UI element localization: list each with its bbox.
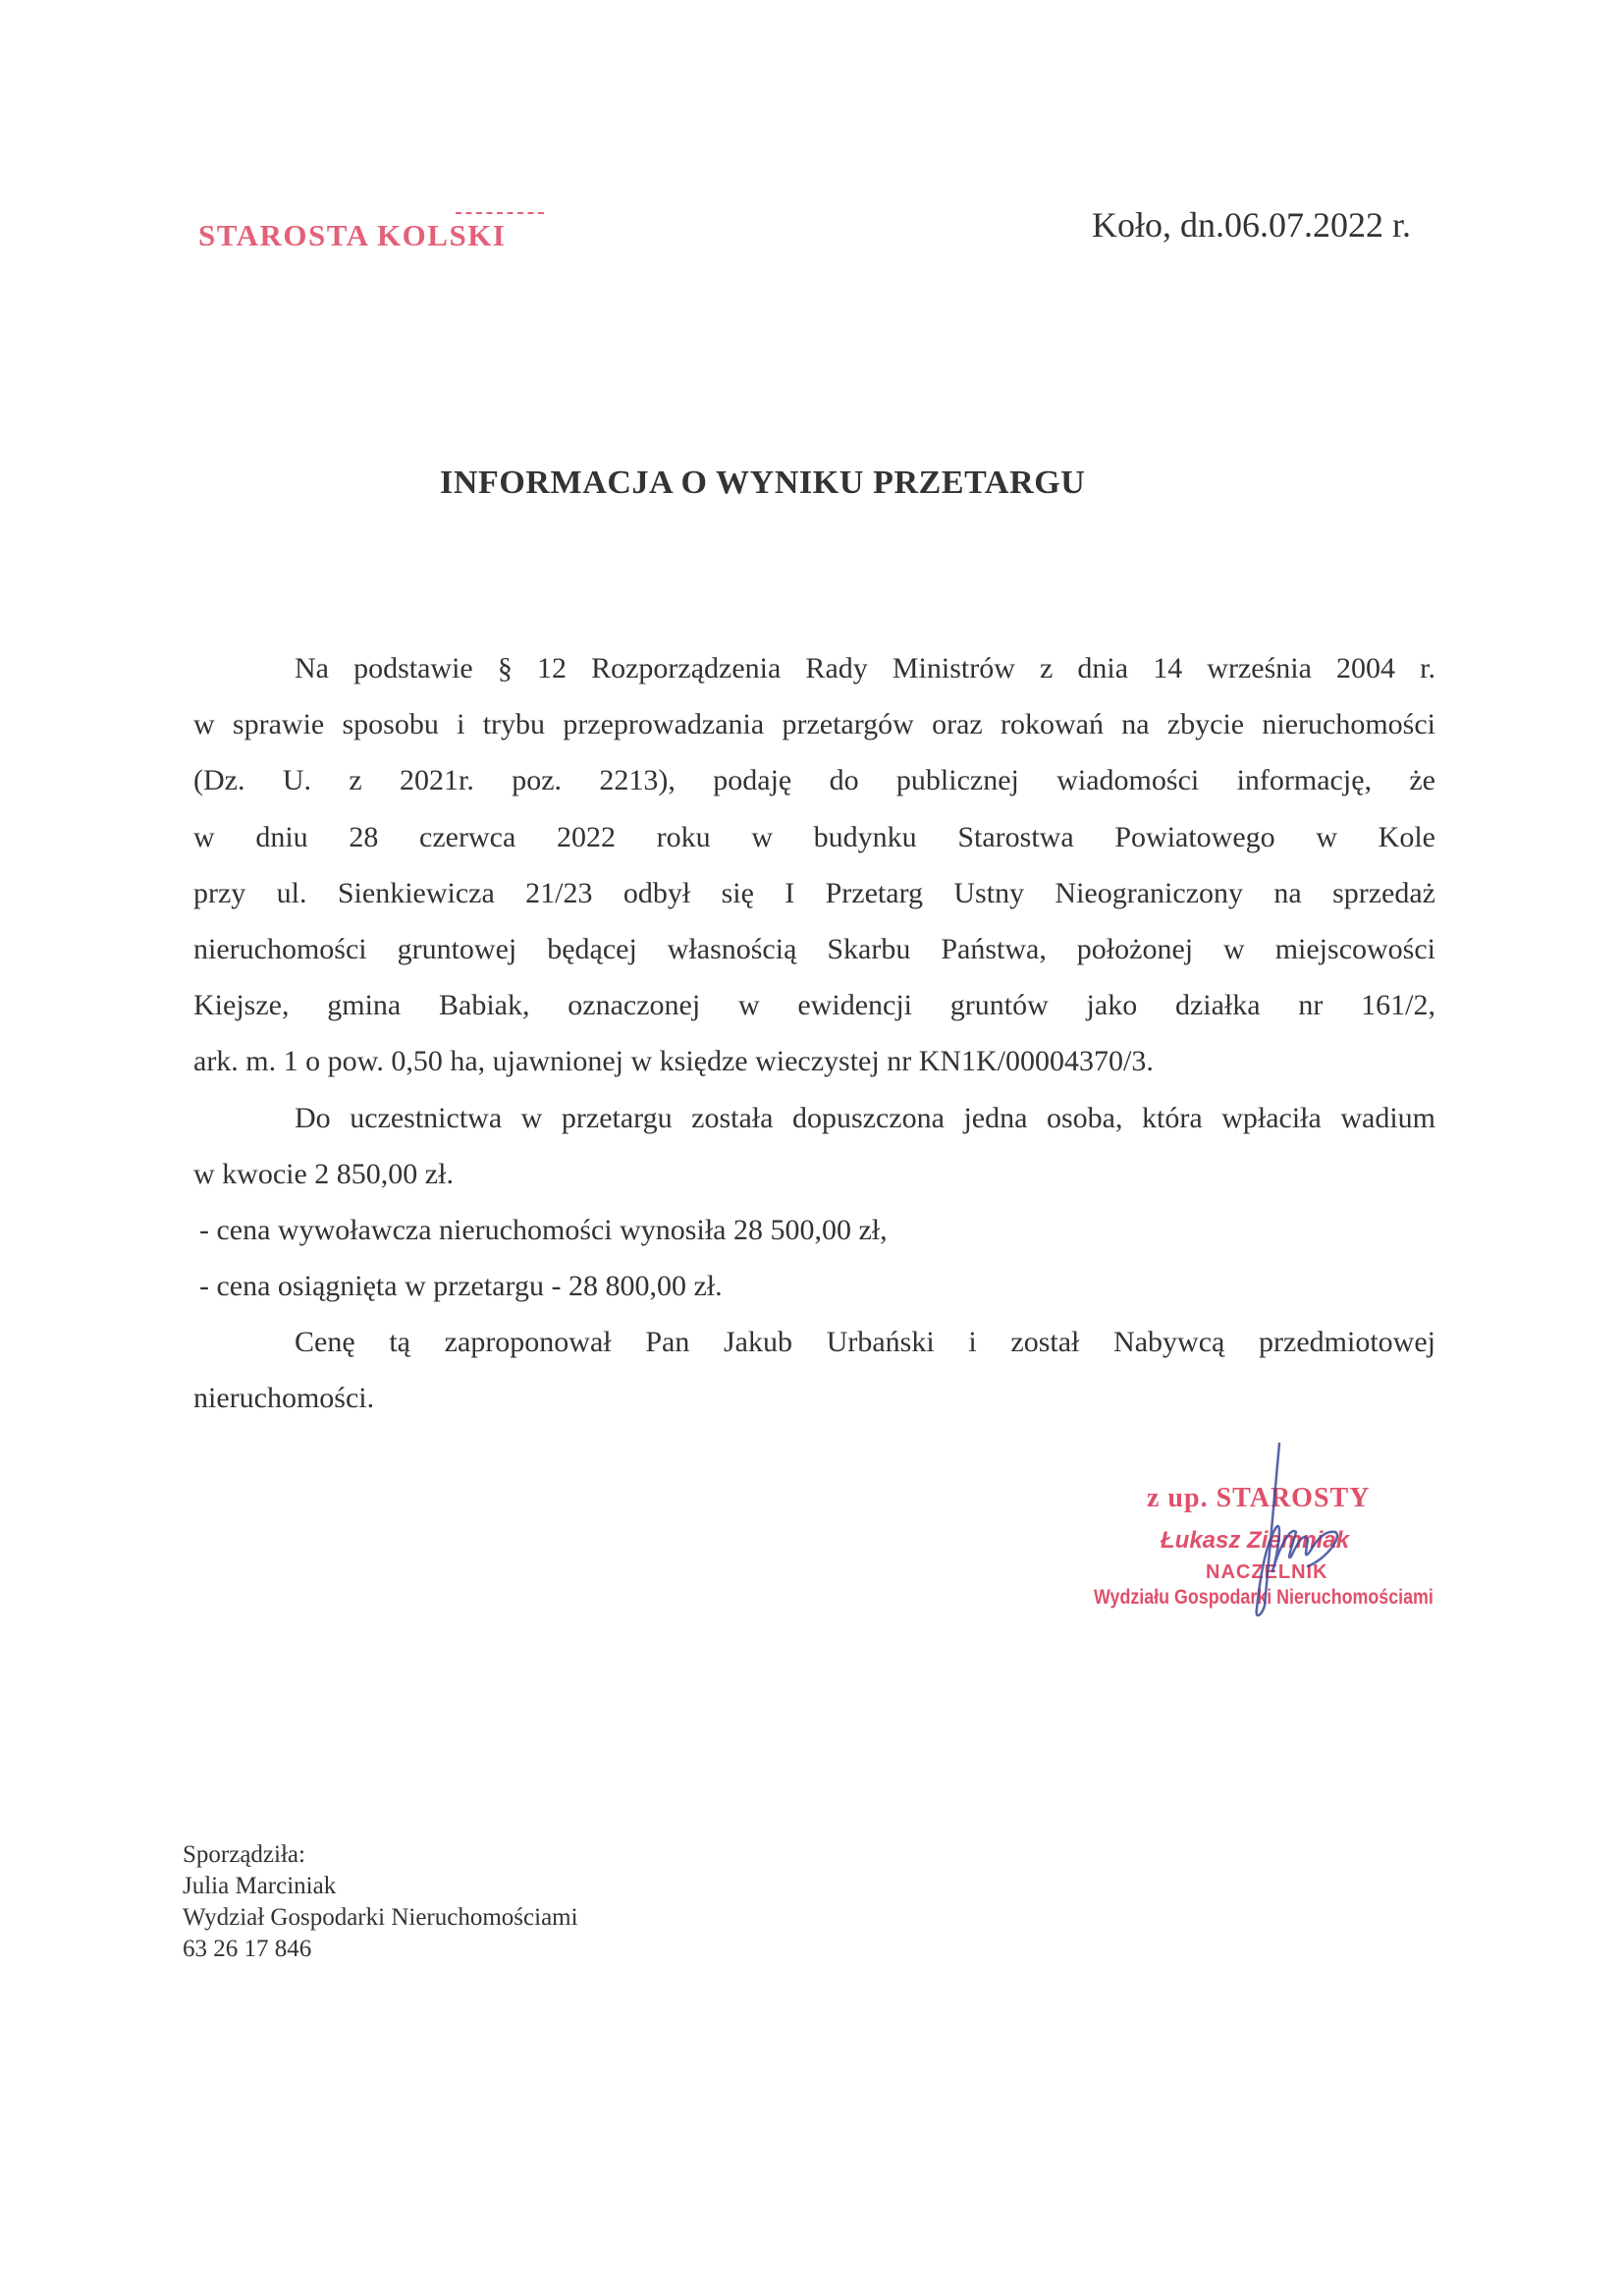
body-line: w kwocie 2 850,00 zł.: [193, 1157, 454, 1190]
prepared-by-label: Sporządziła:: [183, 1841, 305, 1868]
document-body: [193, 640, 1435, 1427]
authorization-text: z up. STAROSTY: [1147, 1483, 1371, 1513]
signer-role: NACZELNIK: [1206, 1561, 1328, 1583]
body-line: Cenę tą zaproponował Pan Jakub Urbański i został Nabywcą przedmiotowej: [295, 1326, 1435, 1359]
price-item: - cena wywoławcza nieruchomości wynosiła 28 500,00 zł,: [199, 1213, 888, 1246]
body-line: (Dz. U. z 2021r. poz. 2213), podaję do publicznej wiadomości informację, że: [193, 764, 1435, 797]
handwritten-signature-icon: [1090, 1434, 1483, 1660]
stamp-decoration: [456, 212, 544, 217]
prepared-by-department: Wydział Gospodarki Nieruchomościami: [183, 1904, 578, 1931]
signer-name: Łukasz Ziemniak: [1161, 1527, 1350, 1554]
prepared-by-name: Julia Marciniak: [183, 1873, 337, 1899]
prepared-by-phone: 63 26 17 846: [183, 1936, 312, 1962]
body-line: w sprawie sposobu i trybu przeprowadzania przetargów oraz rokowań na zbycie nieruchomości: [193, 708, 1435, 741]
body-line: nieruchomości.: [193, 1382, 375, 1415]
body-line: nieruchomości gruntowej będącej własnością Skarbu Państwa, położonej w miejscowości: [193, 932, 1435, 965]
body-line: ark. m. 1 o pow. 0,50 ha, ujawnionej w księdze wieczystej nr KN1K/00004370/3.: [193, 1045, 1154, 1078]
body-line: Do uczestnictwa w przetargu została dopuszczona jedna osoba, która wpłaciła wadium: [295, 1101, 1435, 1134]
office-stamp: [198, 218, 506, 253]
signer-department: Wydziału Gospodarki Nieruchomościami: [1094, 1586, 1434, 1609]
place-date: Koło, dn.06.07.2022 r.: [1092, 205, 1412, 245]
office-stamp-text: STAROSTA KOLSKI: [198, 218, 507, 252]
price-item: - cena osiągnięta w przetargu - 28 800,00 zł.: [199, 1270, 723, 1303]
document-title: INFORMACJA O WYNIKU PRZETARGU: [440, 465, 1086, 501]
body-line: Kiejsze, gmina Babiak, oznaczonej w ewidencji gruntów jako działka nr 161/2,: [193, 989, 1435, 1022]
body-line: przy ul. Sienkiewicza 21/23 odbył się I Przetarg Ustny Nieograniczony na sprzedaż: [193, 876, 1435, 909]
body-line: Na podstawie § 12 Rozporządzenia Rady Ministrów z dnia 14 września 2004 r.: [295, 652, 1435, 684]
signature-stamp: [1090, 1473, 1483, 1640]
prepared-by-block: [183, 1839, 578, 1965]
body-line: w dniu 28 czerwca 2022 roku w budynku Starostwa Powiatowego w Kole: [193, 820, 1435, 853]
